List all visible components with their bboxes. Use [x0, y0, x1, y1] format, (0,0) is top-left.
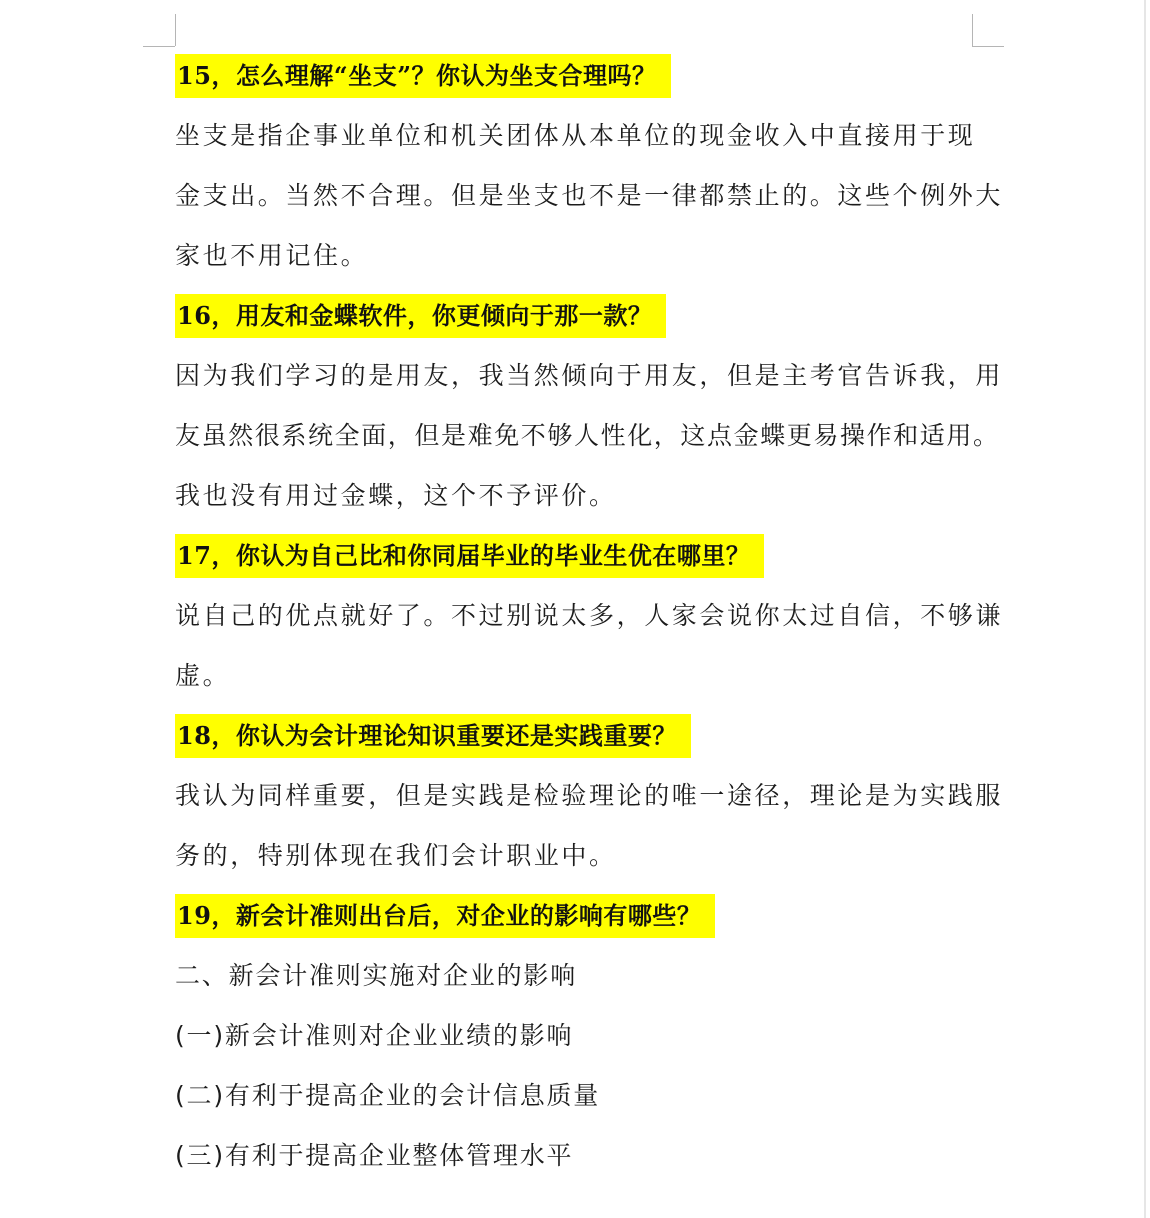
list-item: (二)有利于提高企业的会计信息质量	[175, 1081, 601, 1110]
paragraph-line: 虚。	[175, 661, 231, 690]
list-item: (三)有利于提高企业整体管理水平	[175, 1141, 574, 1170]
paragraph-line: 务的，特别体现在我们会计职业中。	[175, 841, 617, 870]
section-heading-18: 18，你认为会计理论知识重要还是实践重要？	[175, 714, 691, 758]
paragraph-line: 我认为同样重要，但是实践是检验理论的唯一途径，理论是为实践服	[175, 781, 1004, 810]
section-heading-15: 15，怎么理解“坐支”？你认为坐支合理吗？	[175, 54, 671, 98]
paragraph-line: 我也没有用过金蝶，这个不予评价。	[175, 481, 617, 510]
paragraph-line: 因为我们学习的是用友，我当然倾向于用友，但是主考官告诉我，用	[175, 361, 1004, 390]
paragraph-line: 友虽然很系统全面，但是难免不够人性化，这点金蝶更易操作和适用。	[175, 421, 1000, 450]
paragraph-line: 家也不用记住。	[175, 241, 369, 270]
section-heading-row	[175, 886, 995, 946]
section-heading-17: 17，你认为自己比和你同届毕业的毕业生优在哪里？	[175, 534, 764, 578]
section-heading-row	[175, 46, 995, 106]
list-item: (一)新会计准则对企业业绩的影响	[175, 1021, 574, 1050]
list-item: 二、新会计准则实施对企业的影响	[175, 961, 578, 990]
section-heading-19: 19，新会计准则出台后，对企业的影响有哪些？	[175, 894, 715, 938]
document-page	[175, 46, 1004, 1186]
section-heading-row	[175, 706, 995, 766]
paragraph-line: 坐支是指企事业单位和机关团体从本单位的现金收入中直接用于现	[175, 121, 976, 150]
paragraph-line: 说自己的优点就好了。不过别说太多，人家会说你太过自信，不够谦	[175, 601, 1004, 630]
section-heading-row	[175, 526, 995, 586]
page-right-border	[1144, 0, 1146, 1218]
section-heading-16: 16，用友和金蝶软件，你更倾向于那一款？	[175, 294, 666, 338]
paragraph-line: 金支出。当然不合理。但是坐支也不是一律都禁止的。这些个例外大	[175, 181, 1004, 210]
section-heading-row	[175, 286, 995, 346]
